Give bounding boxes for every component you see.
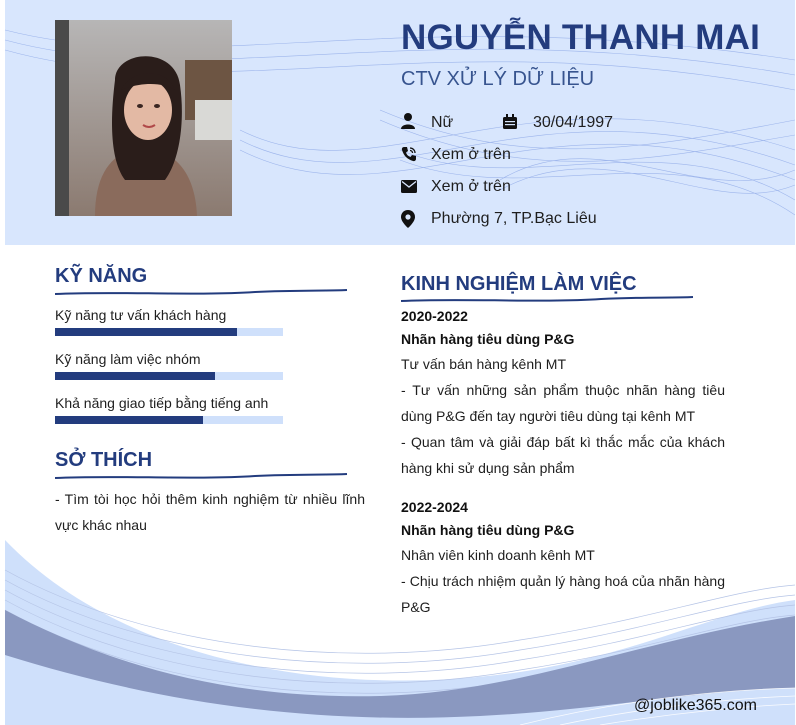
- candidate-name: NGUYỄN THANH MAI: [401, 18, 761, 57]
- skill-bar: [55, 328, 283, 336]
- experience-position: Tư vấn bán hàng kênh MT: [401, 356, 567, 372]
- hobbies-underline: [55, 472, 350, 482]
- address-value: Phường 7, TP.Bạc Liêu: [431, 210, 597, 227]
- skill-label: Khả năng giao tiếp bằng tiếng anh: [55, 395, 269, 411]
- skill-bar-fill: [55, 372, 215, 380]
- skill-bar: [55, 372, 283, 380]
- skill-bar-fill: [55, 416, 203, 424]
- hobbies-text: - Tìm tòi học hỏi thêm kinh nghiệm từ nhiều lĩnh vực khác nhau: [55, 491, 365, 533]
- skill-label: Kỹ năng tư vấn khách hàng: [55, 307, 227, 323]
- job-title: CTV XỬ LÝ DỮ LIỆU: [401, 68, 595, 90]
- skills-underline: [55, 288, 350, 298]
- experience-period: 2020-2022: [401, 308, 468, 324]
- experience-company: Nhãn hàng tiêu dùng P&G: [401, 522, 575, 538]
- experience-detail: - Tư vấn những sản phẩm thuộc nhãn hàng tiêu dùng P&G đến tay người tiêu dùng tại kênh MT: [401, 382, 725, 424]
- experience-company: Nhãn hàng tiêu dùng P&G: [401, 331, 575, 347]
- experience-underline: [401, 295, 696, 305]
- skills-heading: KỸ NĂNG: [55, 265, 148, 287]
- experience-heading: KINH NGHIỆM LÀM VIỆC: [401, 273, 637, 295]
- site-watermark: @joblike365.com: [634, 697, 757, 714]
- skill-bar-fill: [55, 328, 237, 336]
- experience-period: 2022-2024: [401, 499, 468, 515]
- experience-detail: - Chịu trách nhiệm quản lý hàng hoá của nhãn hàng P&G: [401, 573, 725, 615]
- skill-bar: [55, 416, 283, 424]
- birthdate-value: 30/04/1997: [533, 114, 614, 131]
- experience-detail: - Quan tâm và giải đáp bất kì thắc mắc của khách hàng khi sử dụng sản phẩm: [401, 434, 725, 476]
- email-value: Xem ở trên: [431, 178, 511, 195]
- phone-value: Xem ở trên: [431, 146, 511, 163]
- hobbies-heading: SỞ THÍCH: [55, 449, 153, 471]
- experience-position: Nhân viên kinh doanh kênh MT: [401, 547, 595, 563]
- skill-label: Kỹ năng làm việc nhóm: [55, 351, 201, 367]
- gender-value: Nữ: [431, 114, 454, 131]
